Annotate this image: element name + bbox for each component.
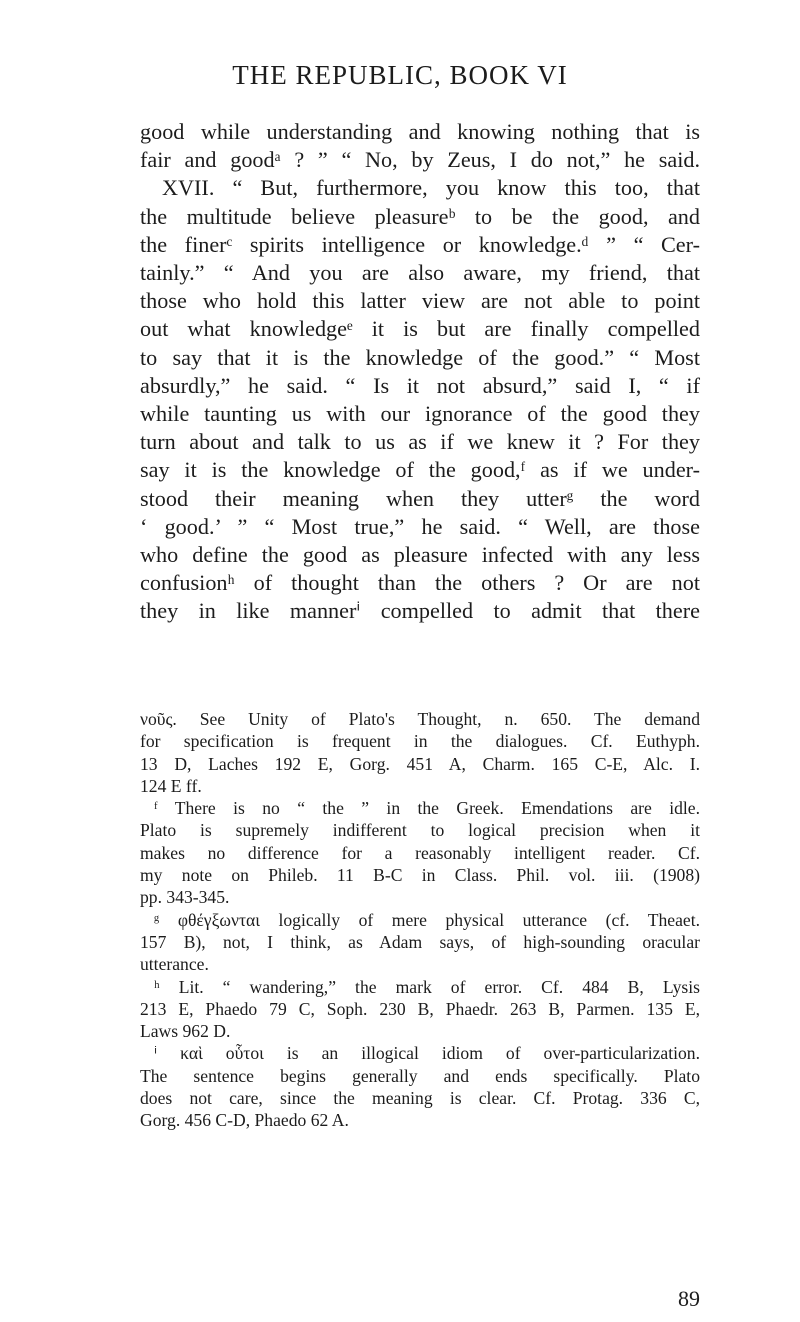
page-number: 89 bbox=[678, 1286, 700, 1311]
body-line: confusionʰ of thought than the others ? Or are not bbox=[140, 570, 700, 596]
body-line: who define the good as pleasure infected with any less bbox=[140, 542, 700, 568]
body-line: good while understanding and knowing nothing that is bbox=[140, 119, 700, 144]
footnote-line: ᵍ φθέγξωνται logically of mere physical utterance (cf. Theaet. bbox=[154, 909, 700, 930]
footnote-line: makes no difference for a reasonably intelligent reader. Cf. bbox=[140, 842, 700, 863]
footnote-line: does not care, since the meaning is clear. Cf. Protag. 336 C, bbox=[140, 1088, 700, 1109]
body-line: say it is the knowledge of the good,ᶠ as if we under- bbox=[140, 457, 700, 483]
footnote-line: ʰ Lit. “ wandering,” the mark of error. Cf. 484 B, Lysis bbox=[154, 976, 700, 997]
body-line: out what knowledgeᵉ it is but are finally compelled bbox=[140, 316, 700, 342]
footnote-line: 213 E, Phaedo 79 C, Soph. 230 B, Phaedr. 263 B, Parmen. 135 E, bbox=[140, 998, 700, 1019]
body-line: while taunting us with our ignorance of the good they bbox=[140, 401, 700, 427]
footnote-line: for specification is frequent in the dialogues. Cf. Euthyph. bbox=[140, 731, 700, 752]
footnote-line: ᶠ There is no “ the ” in the Greek. Emendations are idle. bbox=[154, 798, 700, 819]
footnote-line: 13 D, Laches 192 E, Gorg. 451 A, Charm. 165 C-E, Alc. I. bbox=[140, 753, 700, 774]
footnote-line: 124 E ff. bbox=[140, 775, 202, 796]
body-line: absurdly,” he said. “ Is it not absurd,” said I, “ if bbox=[140, 372, 700, 398]
footnote-line: my note on Phileb. 11 B-C in Class. Phil. vol. iii. (1908) bbox=[140, 865, 700, 886]
body-line: they in like mannerⁱ compelled to admit that there bbox=[140, 598, 700, 624]
footnote-line: The sentence begins generally and ends specifically. Plato bbox=[140, 1065, 700, 1086]
body-line: to say that it is the knowledge of the good.” “ Most bbox=[140, 344, 700, 370]
footnote-line: pp. 343-345. bbox=[140, 887, 230, 908]
footnote-line: Laws 962 D. bbox=[140, 1021, 231, 1042]
body-line: XVII. “ But, furthermore, you know this too, that bbox=[162, 175, 700, 201]
footnote-line: utterance. bbox=[140, 954, 209, 975]
footnote-line: ⁱ καὶ οὗτοι is an illogical idiom of over-particularization. bbox=[154, 1043, 700, 1064]
footnotes bbox=[140, 708, 700, 1132]
footnote-line: Plato is supremely indifferent to logical precision when it bbox=[140, 820, 700, 841]
body-line: ‘ good.’ ” “ Most true,” he said. “ Well, are those bbox=[140, 513, 700, 539]
body-line: turn about and talk to us as if we knew it ? For they bbox=[140, 429, 700, 455]
body-line: those who hold this latter view are not able to point bbox=[140, 288, 700, 314]
footnote-line: Gorg. 456 C-D, Phaedo 62 A. bbox=[140, 1110, 349, 1131]
footnote-line: νοῦς. See Unity of Plato's Thought, n. 650. The demand bbox=[140, 709, 700, 729]
body-line: stood their meaning when they utterᵍ the word bbox=[140, 485, 700, 511]
footnote-line: 157 B), not, I think, as Adam says, of high-sounding oracular bbox=[140, 931, 700, 952]
body-line: fair and goodᵃ ? ” “ No, by Zeus, I do not,” he said. bbox=[140, 147, 700, 173]
running-head: THE REPUBLIC, BOOK VI bbox=[232, 60, 568, 90]
main-text bbox=[140, 118, 700, 626]
body-line: tainly.” “ And you are also aware, my friend, that bbox=[140, 260, 700, 286]
body-line: the finerᶜ spirits intelligence or knowledge.ᵈ ” “ Cer- bbox=[140, 231, 700, 257]
body-line: the multitude believe pleasureᵇ to be the good, and bbox=[140, 203, 700, 229]
